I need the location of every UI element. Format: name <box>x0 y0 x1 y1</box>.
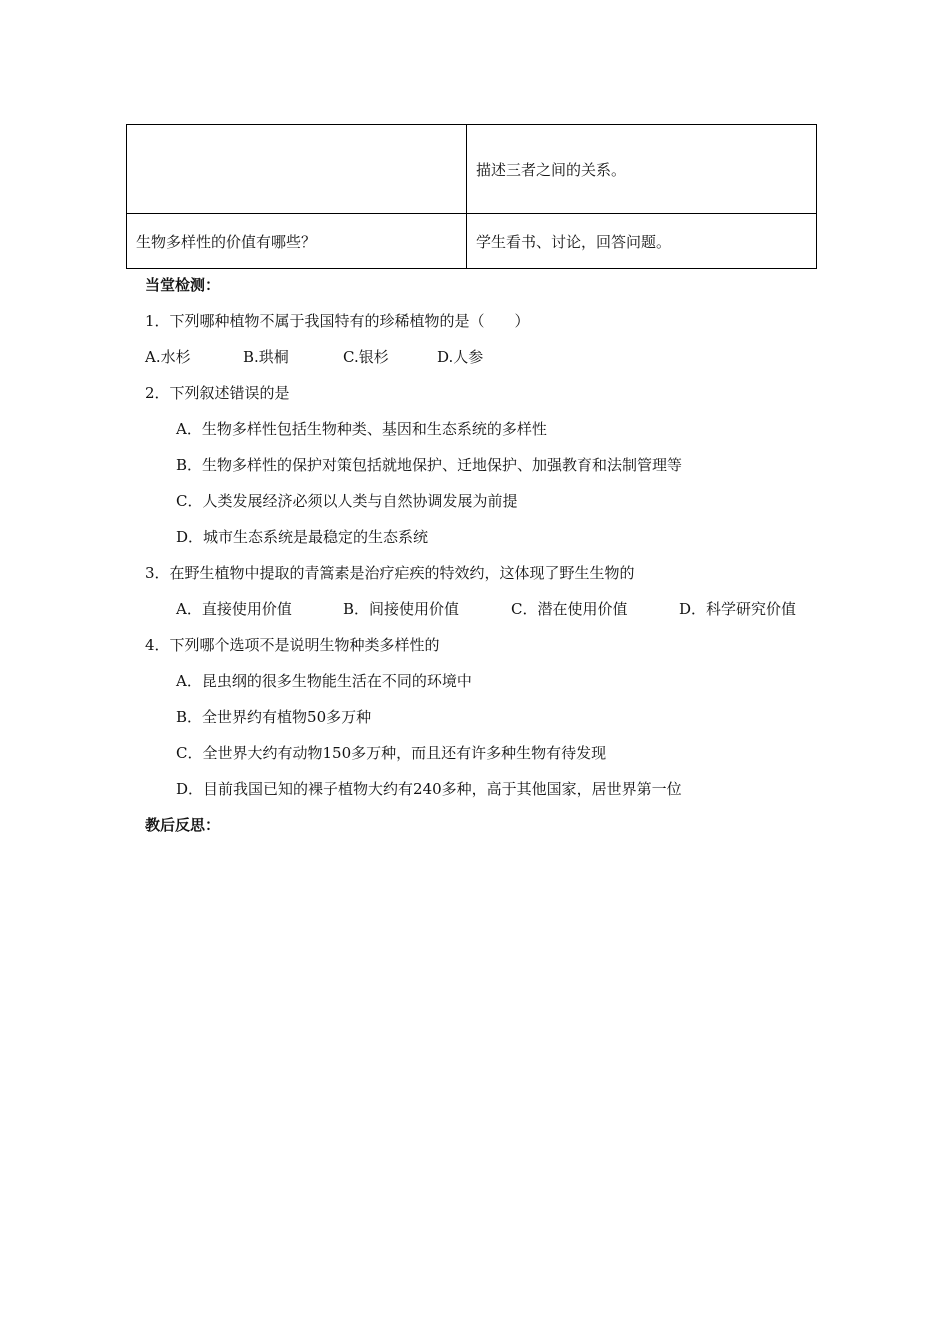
option-b: B．间接使用价值 <box>343 600 460 618</box>
table-cell-right: 描述三者之间的关系。 <box>467 125 817 214</box>
table-cell-left: 生物多样性的价值有哪些？ <box>127 214 467 269</box>
option-a: A．直接使用价值 <box>176 600 292 618</box>
option-b: B.珙桐 <box>243 348 289 366</box>
section-heading-test: 当堂检测： <box>145 276 221 294</box>
option-c: C.银杉 <box>343 348 389 366</box>
question-4-option-b: B．全世界约有植物50多万种 <box>176 708 372 726</box>
option-c: C．潜在使用价值 <box>511 600 628 618</box>
option-d: D．科学研究价值 <box>679 600 797 618</box>
question-2-option-a: A．生物多样性包括生物种类、基因和生态系统的多样性 <box>176 420 547 438</box>
question-4-option-d: D．目前我国已知的裸子植物大约有240多种，高于其他国家，居世界第一位 <box>176 780 682 798</box>
table-cell-right: 学生看书、讨论，回答问题。 <box>467 214 817 269</box>
table-row <box>127 214 817 269</box>
question-4-option-c: C．全世界大约有动物150多万种，而且还有许多种生物有待发现 <box>176 744 607 762</box>
question-1-text: 1．下列哪种植物不属于我国特有的珍稀植物的是（ ） <box>145 312 530 330</box>
question-2-option-b: B．生物多样性的保护对策包括就地保护、迁地保护、加强教育和法制管理等 <box>176 456 683 474</box>
option-d: D.人参 <box>437 348 484 366</box>
question-4-option-a: A．昆虫纲的很多生物能生活在不同的环境中 <box>176 672 472 690</box>
table-cell-left <box>127 125 467 214</box>
question-2-option-c: C．人类发展经济必须以人类与自然协调发展为前提 <box>176 492 518 510</box>
lesson-table <box>126 124 817 269</box>
question-2-option-d: D．城市生态系统是最稳定的生态系统 <box>176 528 429 546</box>
question-4-text: 4．下列哪个选项不是说明生物种类多样性的 <box>145 636 440 654</box>
option-a: A.水杉 <box>145 348 191 366</box>
question-3-text: 3．在野生植物中提取的青篙素是治疗疟疾的特效约，这体现了野生生物的 <box>145 564 635 582</box>
section-heading-reflection: 教后反思： <box>145 816 221 834</box>
table-row <box>127 125 817 214</box>
question-2-text: 2．下列叙述错误的是 <box>145 384 290 402</box>
